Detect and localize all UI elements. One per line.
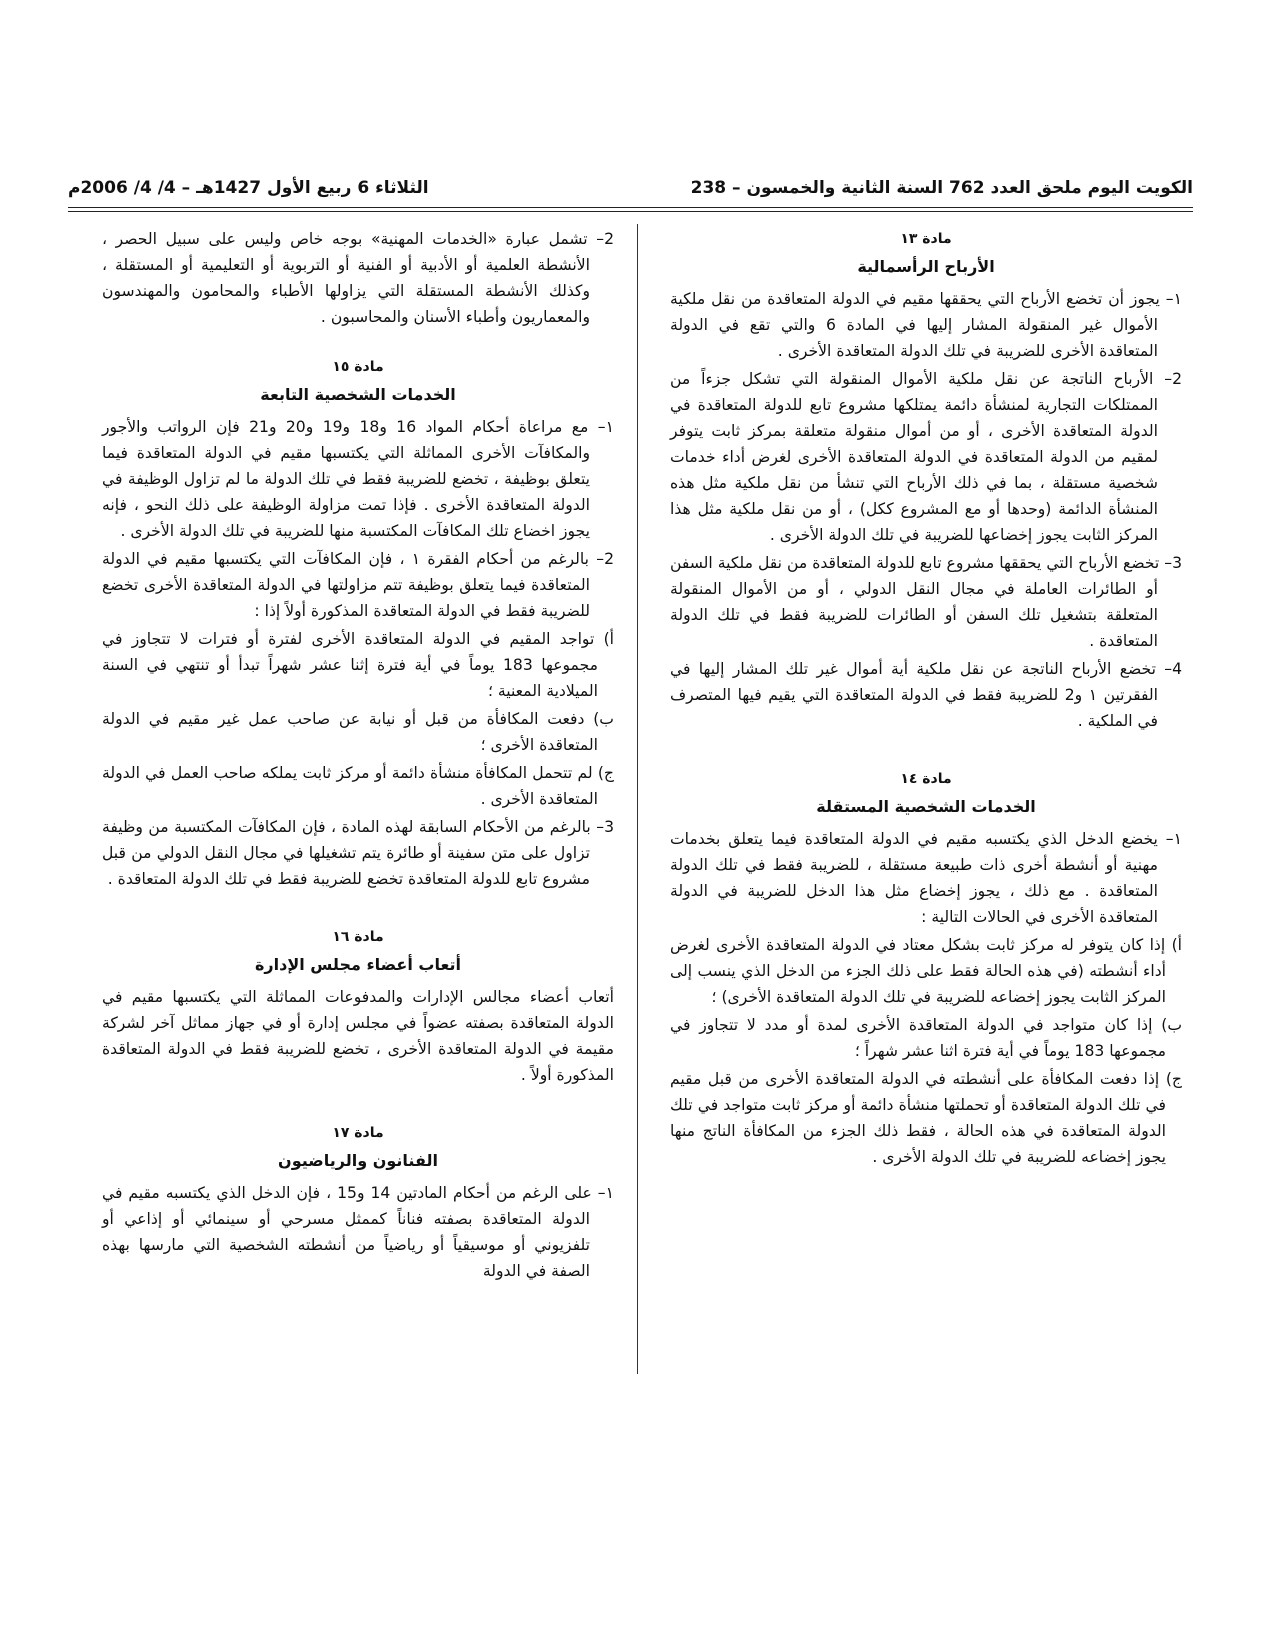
article-17-title: الفنانون والرياضيون — [278, 1151, 438, 1170]
article-17-clause-1: ١– على الرغم من أحكام المادتين 14 و15 ، فإن الدخل الذي يكتسبه مقيم في الدولة المتعاقدة بصفته فناناً كممثل مسرحي أو سينمائي أو إذاعي أو تلفزيوني أو موسيقياً أو رياضياً من أنشطته الشخصية التي مارسها بهذه الصفة في الدولة — [102, 1184, 614, 1280]
left-column — [102, 226, 614, 1286]
article-15-number: مادة ١٥ — [332, 359, 384, 375]
article-13-number: مادة ١٣ — [900, 231, 952, 247]
article-14-clause-1: ١– يخضع الدخل الذي يكتسبه مقيم في الدولة المتعاقدة فيما يتعلق بخدمات مهنية أو أنشطة أخرى ذات طبيعة مستقلة ، للضريبة فقط في تلك الدولة المتعاقدة . مع ذلك ، يجوز إخضاع مثل هذا الدخل للضريبة في الدولة المتعاقدة الأخرى في الحالات التالية : — [670, 830, 1182, 926]
article-13-clause-4: 4– تخضع الأرباح الناتجة عن نقل ملكية أية أموال غير تلك المشار إليها في الفقرتين ١ و2 للضريبة فقط في الدولة المتعاقدة التي يقيم فيها المتصرف في الملكية . — [670, 660, 1182, 730]
article-13-clause-2: 2– الأرباح الناتجة عن نقل ملكية الأموال المنقولة التي تشكل جزءاً من الممتلكات التجارية لمنشأة دائمة يمتلكها مشروع تابع للدولة المتعاقدة في الدولة المتعاقدة الأخرى ، أو من أموال منقولة متعلقة بمركز ثابت يتوفر لمقيم من الدولة المتعاقدة في الدولة المتعاقدة الأخرى لغرض أداء خدمات شخصية مستقلة ، بما في ذلك الأرباح التي تنشأ من نقل ملكية مثل هذه المنشأة الدائمة (وحدها أو مع المشروع ككل) ، أو من نقل ملكية مثل هذا المركز الثابت يجوز إخضاعها للضريبة في تلك الدولة الأخرى . — [670, 370, 1182, 544]
header-rule — [68, 207, 1193, 208]
article-15-clause-1: ١– مع مراعاة أحكام المواد 16 و18 و19 و20 و21 فإن الرواتب والأجور والمكافآت الأخرى المماثلة التي يكتسبها مقيم في الدولة المتعاقدة فيما يتعلق بوظيفة ، تخضع للضريبة فقط في تلك الدولة ما لم تزاول الوظيفة في الدولة المتعاقدة الأخرى . فإذا تمت مزاولة الوظيفة على ذلك النحو ، فإنه يجوز اخضاع تلك المكافآت المكتسبة منها للضريبة في تلك الدولة الأخرى . — [102, 418, 614, 540]
article-15-item-c: ج) لم تتحمل المكافأة منشأة دائمة أو مركز ثابت يملكه صاحب العمل في الدولة المتعاقدة الأخرى . — [102, 764, 614, 808]
article-15-item-a: أ) تواجد المقيم في الدولة المتعاقدة الأخرى لفترة أو فترات لا تتجاوز في مجموعها 183 يوماً في أية فترة إثنا عشر شهراً تبدأ أو تنتهي في السنة الميلادية المعنية ؛ — [102, 630, 614, 700]
article-17-number: مادة ١٧ — [332, 1125, 384, 1141]
article-15-clause-3: 3– بالرغم من الأحكام السابقة لهذه المادة ، فإن المكافآت المكتسبة من وظيفة تزاول على متن سفينة أو طائرة يتم تشغيلها في مجال النقل الدولي من قبل مشروع تابع للدولة المتعاقدة تخضع للضريبة فقط في تلك الدولة المتعاقدة . — [102, 818, 614, 888]
right-column — [670, 226, 1182, 1172]
article-14-item-b: ب) إذا كان متواجد في الدولة المتعاقدة الأخرى لمدة أو مدد لا تتجاوز في مجموعها 183 يوماً في أية فترة اثنا عشر شهراً ؛ — [670, 1016, 1182, 1060]
article-15-title: الخدمات الشخصية التابعة — [260, 385, 456, 404]
article-14-item-a: أ) إذا كان يتوفر له مركز ثابت بشكل معتاد في الدولة المتعاقدة الأخرى لغرض أداء أنشطته (في هذه الحالة فقط على ذلك الجزء من الدخل الذي ينسب إلى المركز الثابت يجوز إخضاعه للضريبة في تلك الدولة المتعاقدة الأخرى) ؛ — [670, 936, 1182, 1006]
article-16-number: مادة ١٦ — [332, 929, 384, 945]
header-rule-thin — [68, 211, 1193, 212]
page-header — [68, 178, 1193, 204]
column-divider — [637, 224, 638, 1374]
article-14-clause-2: 2– تشمل عبارة «الخدمات المهنية» بوجه خاص وليس على سبيل الحصر ، الأنشطة العلمية أو الأدبية أو الفنية أو التربوية أو التعليمية أو المستقلة ، وكذلك الأنشطة المستقلة التي يزاولها الأطباء والمحامون والمهندسون والمعماريون وأطباء الأسنان والمحاسبون . — [102, 230, 614, 326]
article-13-clause-1: ١– يجوز أن تخضع الأرباح التي يحققها مقيم في الدولة المتعاقدة من نقل ملكية الأموال غير المنقولة المشار إليها في المادة 6 والتي تقع في الدولة المتعاقدة الأخرى للضريبة في تلك الدولة المتعاقدة الأخرى . — [670, 290, 1182, 360]
header-date: الثلاثاء 6 ربيع الأول 1427هـ – 4/ 4/ 2006م — [68, 178, 429, 198]
article-14-number: مادة ١٤ — [900, 771, 952, 787]
article-15-clause-2: 2– بالرغم من أحكام الفقرة ١ ، فإن المكافآت التي يكتسبها مقيم في الدولة المتعاقدة فيما يتعلق بوظيفة تتم مزاولتها في الدولة المتعاقدة الأخرى تخضع للضريبة فقط في الدولة المتعاقدة المذكورة أولاً إذا : — [102, 550, 614, 620]
article-13-clause-3: 3– تخضع الأرباح التي يحققها مشروع تابع للدولة المتعاقدة من نقل ملكية السفن أو الطائرات العاملة في مجال النقل الدولي ، أو من الأموال المنقولة المتعلقة بتشغيل تلك السفن أو الطائرات للضريبة فقط في تلك الدولة المتعاقدة . — [670, 554, 1182, 650]
article-16-title: أتعاب أعضاء مجلس الإدارة — [254, 955, 462, 974]
article-15-item-b: ب) دفعت المكافأة من قبل أو نيابة عن صاحب عمل غير مقيم في الدولة المتعاقدة الأخرى ؛ — [102, 710, 614, 754]
article-13-title: الأرباح الرأسمالية — [857, 257, 995, 276]
article-16-body: أتعاب أعضاء مجالس الإدارات والمدفوعات المماثلة التي يكتسبها مقيم في الدولة المتعاقدة بصفته عضواً في مجلس إدارة أو في جهاز مماثل آخر لشركة مقيمة في الدولة المتعاقدة الأخرى ، تخضع للضريبة فقط في الدولة المتعاقدة المذكورة أولاً . — [102, 988, 614, 1084]
article-14-item-c: ج) إذا دفعت المكافأة على أنشطته في الدولة المتعاقدة الأخرى من قبل مقيم في تلك الدولة المتعاقدة أو تحملتها منشأة دائمة أو مركز ثابت متواجد في تلك الدولة المتعاقدة في هذه الحالة ، فقط ذلك الجزء من المكافأة الناتج منها يجوز إخضاعه للضريبة في تلك الدولة الأخرى . — [670, 1070, 1182, 1166]
header-publication: الكويت اليوم ملحق العدد 762 السنة الثانية والخمسون – 238 — [690, 178, 1193, 198]
article-14-title: الخدمات الشخصية المستقلة — [816, 797, 1036, 816]
